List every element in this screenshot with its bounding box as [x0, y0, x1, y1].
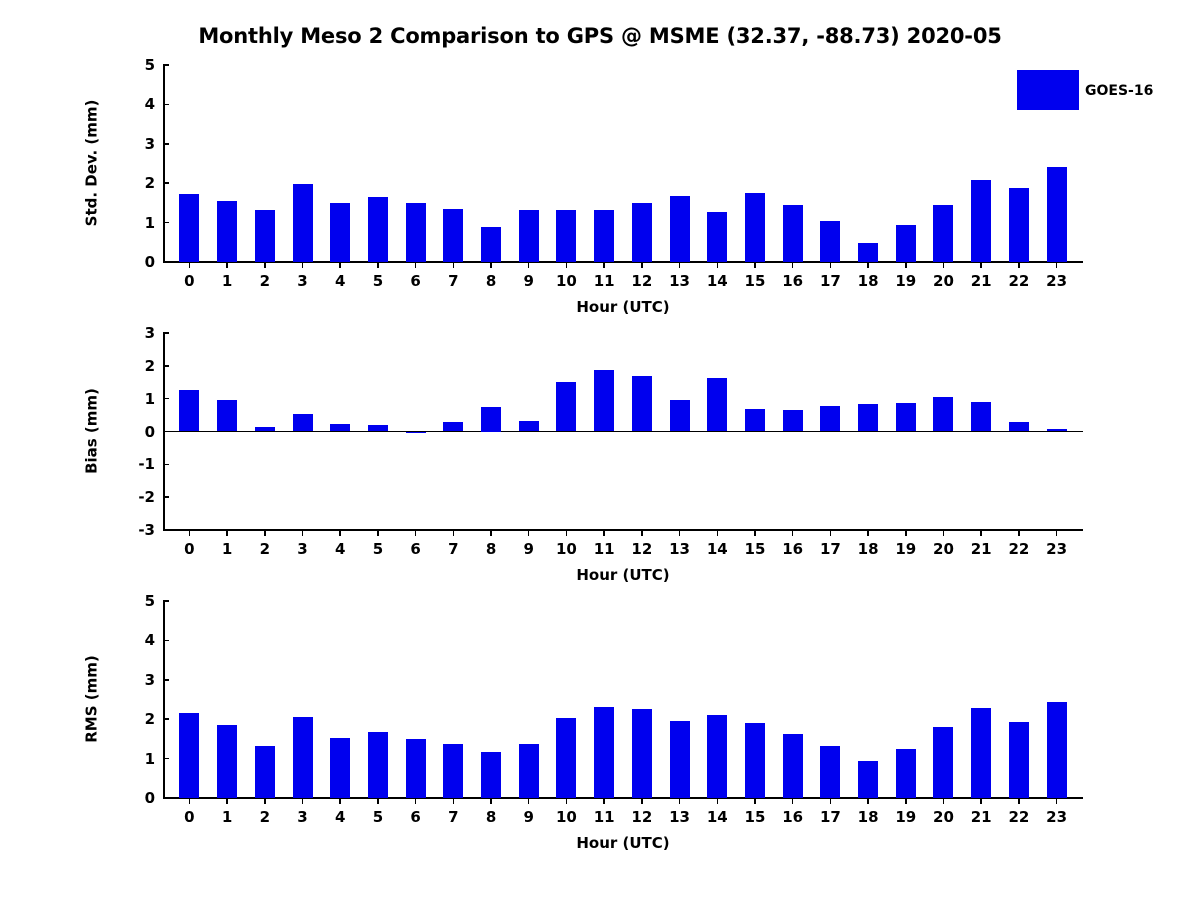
x-tick-label: 18	[857, 272, 879, 290]
y-tick-label: 2	[144, 174, 155, 193]
y-axis-label: Bias (mm)	[82, 387, 100, 474]
x-tick-label: 23	[1046, 540, 1068, 558]
x-tick-label: 21	[970, 272, 992, 290]
y-axis-line	[163, 601, 165, 798]
bar	[1047, 702, 1067, 798]
x-tick-label: 0	[184, 808, 195, 826]
y-tick-label: 3	[144, 670, 155, 689]
x-tick-mark	[453, 262, 455, 268]
x-tick-mark	[226, 262, 228, 268]
x-tick-label: 7	[448, 272, 459, 290]
x-tick-mark	[339, 798, 341, 804]
x-tick-mark	[830, 798, 832, 804]
x-tick-label: 23	[1046, 808, 1068, 826]
plot-area-std-dev	[82, 56, 1083, 316]
x-tick-label: 11	[593, 272, 615, 290]
bar	[368, 197, 388, 262]
x-tick-label: 17	[819, 272, 841, 290]
bar	[217, 201, 237, 262]
bar	[1047, 167, 1067, 262]
x-tick-label: 2	[259, 272, 271, 290]
bar	[858, 404, 878, 431]
bar	[556, 382, 576, 432]
x-tick-label: 3	[297, 808, 308, 826]
x-tick-label: 1	[221, 272, 233, 290]
x-tick-mark	[415, 798, 417, 804]
bar	[707, 378, 727, 431]
x-tick-label: 12	[631, 540, 653, 558]
x-tick-label: 13	[669, 540, 690, 558]
bar	[971, 402, 991, 432]
x-tick-mark	[679, 530, 681, 536]
y-tick-label: 2	[144, 356, 155, 375]
bar	[783, 205, 803, 262]
x-tick-label: 22	[1008, 808, 1030, 826]
x-tick-label: 20	[933, 272, 954, 290]
panel-rms	[82, 592, 1083, 852]
y-tick-label: 5	[144, 56, 155, 74]
x-tick-label: 4	[334, 540, 346, 558]
x-tick-mark	[490, 798, 492, 804]
x-tick-mark	[717, 530, 719, 536]
x-tick-label: 6	[410, 272, 421, 290]
bar	[707, 212, 727, 262]
x-tick-mark	[641, 262, 643, 268]
x-tick-mark	[1018, 262, 1020, 268]
bar	[330, 203, 350, 262]
x-tick-mark	[754, 262, 756, 268]
x-tick-label: 17	[819, 540, 841, 558]
y-tick-label: 1	[144, 749, 155, 768]
x-tick-mark	[980, 798, 982, 804]
bar	[632, 709, 652, 798]
x-tick-label: 14	[706, 808, 728, 826]
x-tick-mark	[1056, 530, 1058, 536]
x-tick-label: 5	[372, 540, 384, 558]
bar	[670, 196, 690, 262]
bar	[820, 221, 840, 262]
x-tick-label: 7	[448, 808, 459, 826]
bar	[368, 732, 388, 798]
x-tick-label: 23	[1046, 272, 1068, 290]
x-tick-mark	[792, 262, 794, 268]
bar	[933, 727, 953, 798]
legend-swatch-goes16	[1017, 70, 1079, 110]
x-tick-mark	[867, 798, 869, 804]
x-tick-mark	[377, 798, 379, 804]
y-tick-label: 5	[144, 592, 155, 610]
bar	[707, 715, 727, 798]
x-tick-label: 20	[933, 808, 954, 826]
x-tick-mark	[679, 798, 681, 804]
bar	[406, 432, 426, 434]
bar	[330, 738, 350, 798]
bar	[519, 744, 539, 798]
x-tick-mark	[980, 262, 982, 268]
bar	[670, 400, 690, 432]
x-tick-mark	[980, 530, 982, 536]
bar	[820, 746, 840, 798]
x-tick-label: 22	[1008, 540, 1030, 558]
bar	[745, 193, 765, 262]
x-tick-mark	[905, 262, 907, 268]
x-axis-label: Hour (UTC)	[576, 298, 670, 316]
x-tick-label: 19	[895, 540, 917, 558]
x-tick-label: 8	[485, 272, 497, 290]
x-tick-mark	[603, 262, 605, 268]
x-tick-mark	[867, 530, 869, 536]
bar	[632, 203, 652, 262]
bar	[896, 225, 916, 262]
x-tick-mark	[905, 530, 907, 536]
x-tick-label: 18	[857, 808, 879, 826]
x-tick-mark	[566, 798, 568, 804]
bar	[179, 194, 199, 262]
x-tick-mark	[302, 798, 304, 804]
y-axis-label: RMS (mm)	[82, 654, 100, 743]
x-tick-mark	[226, 530, 228, 536]
bar	[594, 707, 614, 798]
x-tick-mark	[943, 798, 945, 804]
bar	[368, 425, 388, 432]
x-tick-label: 6	[410, 808, 421, 826]
x-axis-label: Hour (UTC)	[576, 566, 670, 584]
bar	[481, 752, 501, 798]
x-tick-label: 0	[184, 540, 195, 558]
x-tick-label: 15	[744, 272, 766, 290]
page-title: Monthly Meso 2 Comparison to GPS @ MSME (32.37, -88.73) 2020-05	[198, 24, 1002, 48]
x-tick-mark	[264, 262, 266, 268]
x-tick-label: 5	[372, 272, 384, 290]
x-tick-label: 14	[706, 540, 728, 558]
bar	[858, 243, 878, 262]
x-tick-label: 19	[895, 808, 917, 826]
x-tick-mark	[490, 262, 492, 268]
x-tick-mark	[754, 530, 756, 536]
x-tick-label: 8	[485, 808, 497, 826]
x-tick-label: 7	[448, 540, 459, 558]
bar	[632, 376, 652, 431]
x-tick-label: 13	[669, 272, 690, 290]
x-tick-mark	[792, 798, 794, 804]
x-tick-label: 13	[669, 808, 690, 826]
bar	[1009, 188, 1029, 262]
bar	[481, 227, 501, 262]
bar	[217, 400, 237, 432]
x-tick-mark	[528, 798, 530, 804]
x-tick-mark	[566, 262, 568, 268]
bar	[971, 708, 991, 798]
x-tick-mark	[905, 798, 907, 804]
x-tick-label: 15	[744, 808, 766, 826]
x-tick-label: 14	[706, 272, 728, 290]
bar	[933, 397, 953, 431]
bar	[971, 180, 991, 262]
x-tick-label: 11	[593, 540, 615, 558]
bar	[1009, 722, 1029, 798]
y-tick-label: -1	[138, 455, 155, 474]
x-tick-label: 10	[556, 540, 577, 558]
y-tick-label: -3	[138, 521, 155, 539]
bar	[255, 746, 275, 798]
bar	[1047, 429, 1067, 432]
x-tick-label: 19	[895, 272, 917, 290]
bar	[783, 734, 803, 798]
x-tick-mark	[830, 530, 832, 536]
y-tick-label: 4	[144, 95, 155, 114]
x-tick-mark	[453, 530, 455, 536]
x-tick-label: 2	[259, 540, 271, 558]
y-tick-label: 4	[144, 631, 155, 650]
x-tick-label: 10	[556, 808, 577, 826]
x-tick-mark	[830, 262, 832, 268]
panel-std-dev	[82, 56, 1083, 316]
x-tick-mark	[679, 262, 681, 268]
x-tick-label: 3	[297, 272, 308, 290]
x-tick-mark	[415, 530, 417, 536]
x-tick-label: 16	[782, 808, 804, 826]
bar	[330, 424, 350, 431]
x-tick-mark	[528, 530, 530, 536]
x-tick-mark	[189, 798, 191, 804]
x-tick-mark	[490, 530, 492, 536]
x-tick-mark	[264, 530, 266, 536]
bar	[293, 414, 313, 431]
x-tick-mark	[754, 798, 756, 804]
x-tick-mark	[189, 262, 191, 268]
bar	[179, 390, 199, 431]
x-tick-mark	[1018, 530, 1020, 536]
x-tick-label: 2	[259, 808, 271, 826]
bar	[556, 718, 576, 798]
x-tick-mark	[377, 262, 379, 268]
x-tick-label: 4	[334, 808, 346, 826]
bar	[896, 749, 916, 798]
x-tick-label: 20	[933, 540, 954, 558]
x-tick-label: 8	[485, 540, 497, 558]
bar	[745, 409, 765, 432]
x-tick-label: 12	[631, 808, 653, 826]
bar	[443, 209, 463, 262]
x-tick-mark	[339, 262, 341, 268]
y-tick-label: 2	[144, 710, 155, 729]
y-tick-label: 1	[144, 389, 155, 408]
x-tick-mark	[1018, 798, 1020, 804]
x-tick-label: 21	[970, 808, 992, 826]
x-tick-mark	[943, 262, 945, 268]
x-tick-mark	[302, 262, 304, 268]
x-tick-mark	[528, 262, 530, 268]
x-tick-mark	[339, 530, 341, 536]
bar	[406, 203, 426, 262]
x-tick-label: 12	[631, 272, 653, 290]
x-tick-mark	[641, 798, 643, 804]
bar	[217, 725, 237, 798]
x-tick-label: 15	[744, 540, 766, 558]
x-tick-label: 21	[970, 540, 992, 558]
x-tick-label: 17	[819, 808, 841, 826]
x-tick-label: 16	[782, 540, 804, 558]
bar	[443, 422, 463, 431]
x-tick-label: 6	[410, 540, 421, 558]
x-tick-label: 1	[221, 808, 233, 826]
bar	[519, 210, 539, 262]
bar	[443, 744, 463, 798]
bar	[896, 403, 916, 432]
x-tick-label: 11	[593, 808, 615, 826]
y-tick-label: 0	[144, 422, 155, 441]
panel-bias	[82, 324, 1083, 584]
bar	[519, 421, 539, 432]
y-tick-label: 3	[144, 134, 155, 153]
x-tick-mark	[603, 798, 605, 804]
x-tick-label: 3	[297, 540, 308, 558]
x-tick-label: 9	[523, 540, 534, 558]
x-tick-mark	[717, 798, 719, 804]
bar	[594, 370, 614, 432]
x-tick-label: 9	[523, 808, 534, 826]
bar	[406, 739, 426, 798]
x-tick-mark	[603, 530, 605, 536]
x-tick-mark	[1056, 798, 1058, 804]
y-tick-label: 0	[144, 253, 155, 271]
x-tick-mark	[566, 530, 568, 536]
plot-area-bias	[82, 324, 1083, 584]
x-tick-mark	[377, 530, 379, 536]
bar	[481, 407, 501, 432]
x-tick-label: 9	[523, 272, 534, 290]
y-axis-line	[163, 65, 165, 262]
x-tick-mark	[302, 530, 304, 536]
bar	[1009, 422, 1029, 432]
bar	[594, 210, 614, 262]
x-tick-label: 16	[782, 272, 804, 290]
bar	[179, 713, 199, 798]
x-tick-mark	[867, 262, 869, 268]
bar	[783, 410, 803, 431]
y-tick-label: 3	[144, 324, 155, 342]
x-tick-label: 22	[1008, 272, 1030, 290]
x-tick-label: 0	[184, 272, 195, 290]
plot-area-rms	[82, 592, 1083, 852]
legend-label-goes16: GOES-16	[1085, 83, 1154, 99]
bar	[670, 721, 690, 798]
y-axis-label: Std. Dev. (mm)	[82, 99, 100, 226]
x-tick-mark	[453, 798, 455, 804]
x-tick-mark	[641, 530, 643, 536]
x-tick-mark	[943, 530, 945, 536]
bar	[820, 406, 840, 432]
x-axis-label: Hour (UTC)	[576, 834, 670, 852]
x-tick-mark	[226, 798, 228, 804]
x-tick-label: 1	[221, 540, 233, 558]
x-tick-label: 4	[334, 272, 346, 290]
x-tick-mark	[415, 262, 417, 268]
x-tick-mark	[264, 798, 266, 804]
x-tick-mark	[792, 530, 794, 536]
bar	[255, 427, 275, 431]
y-tick-label: 0	[144, 789, 155, 807]
x-tick-label: 5	[372, 808, 384, 826]
bar	[745, 723, 765, 798]
x-tick-label: 18	[857, 540, 879, 558]
bar	[933, 205, 953, 262]
y-tick-label: 1	[144, 213, 155, 232]
bar	[556, 210, 576, 262]
bar	[255, 210, 275, 262]
x-tick-mark	[717, 262, 719, 268]
bar	[858, 761, 878, 798]
x-tick-mark	[1056, 262, 1058, 268]
x-tick-label: 10	[556, 272, 577, 290]
bar	[293, 184, 313, 262]
bar	[293, 717, 313, 798]
x-tick-mark	[189, 530, 191, 536]
y-tick-label: -2	[138, 488, 155, 507]
